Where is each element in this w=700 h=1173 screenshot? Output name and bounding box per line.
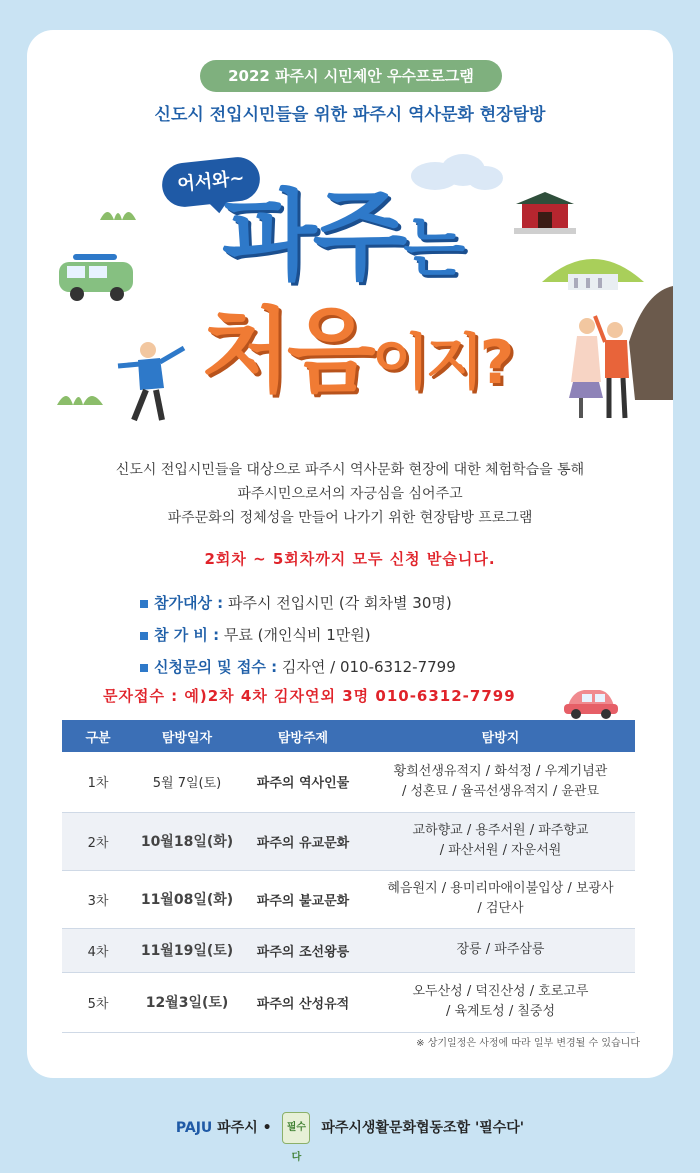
- welcome-bubble: 어서와~: [160, 155, 262, 209]
- bullet-icon: [140, 600, 148, 608]
- info-value: 파주시 전입시민 (각 회차별 30명): [227, 594, 452, 612]
- info-fee: [140, 624, 371, 645]
- header-topic: 탐방주제: [240, 720, 366, 752]
- table-row: [62, 870, 635, 928]
- topic-cell: 파주의 불교문화: [240, 870, 366, 928]
- topic-cell: 파주의 산성유적: [240, 972, 366, 1032]
- hero-title-line1: [222, 180, 462, 294]
- couple-illustration: [565, 312, 640, 422]
- cloud-illustration: [405, 152, 505, 192]
- places-line: 오두산성 / 덕진산성 / 호로고루: [412, 984, 589, 999]
- info-label: 신청문의 및 접수 :: [154, 658, 278, 676]
- van-illustration: [55, 252, 137, 304]
- bullet-icon: [140, 632, 148, 640]
- info-label: 참 가 비 :: [154, 626, 220, 644]
- date-cell: 5월 7일(토): [134, 752, 240, 812]
- city-name: 파주시: [217, 1120, 258, 1136]
- table-row: [62, 928, 635, 972]
- table-header-row: [62, 720, 635, 752]
- info-value: 김자연 / 010-6312-7799: [281, 658, 456, 676]
- places-line: 장릉 / 파주삼릉: [456, 942, 545, 957]
- places-line: / 검단사: [477, 901, 524, 916]
- description-line: 신도시 전입시민들을 대상으로 파주시 역사문화 현장에 대한 체험학습을 통해: [115, 462, 585, 478]
- hero-word-first: 처음: [202, 298, 372, 405]
- coop-logo: 필수다: [282, 1112, 310, 1144]
- topic-cell: 파주의 유교문화: [240, 812, 366, 870]
- gate-illustration: [512, 190, 578, 236]
- info-target: [140, 592, 452, 613]
- sms-application: 문자접수 : 예)2차 4차 김자연외 3명 010-6312-7799: [103, 687, 516, 705]
- info-value: 무료 (개인식비 1만원): [223, 626, 371, 644]
- topic-cell: 파주의 역사인물: [240, 752, 366, 812]
- topic-cell: 파주의 조선왕릉: [240, 928, 366, 972]
- places-line: 황희선생유적지 / 화석정 / 우계기념관: [393, 763, 608, 779]
- grass-icon: [98, 202, 138, 222]
- info-contact: [140, 656, 456, 677]
- places-line: / 파산서원 / 자운서원: [439, 843, 562, 858]
- places-cell: [366, 972, 635, 1032]
- program-description: [0, 458, 700, 530]
- date-cell: 10월18일(화): [134, 812, 240, 870]
- table-row: [62, 752, 635, 812]
- table-row: [62, 972, 635, 1032]
- car-icon: [562, 684, 620, 720]
- application-notice: 2회차 ~ 5회차까지 모두 신청 받습니다.: [204, 550, 496, 568]
- round-cell: 4차: [62, 928, 134, 972]
- round-cell: 5차: [62, 972, 134, 1032]
- header-date: 탐방일자: [134, 720, 240, 752]
- round-cell: 2차: [62, 812, 134, 870]
- coop-name: 파주시생활문화협동조합 '필수다': [321, 1120, 525, 1136]
- date-cell: 11월08일(화): [134, 870, 240, 928]
- places-cell: [366, 752, 635, 812]
- places-line: / 육계토성 / 칠중성: [445, 1004, 556, 1019]
- round-cell: 1차: [62, 752, 134, 812]
- page-subtitle: 신도시 전입시민들을 위한 파주시 역사문화 현장탐방: [154, 105, 546, 125]
- places-cell: [366, 928, 635, 972]
- program-badge: 2022 파주시 시민제안 우수프로그램: [200, 60, 502, 92]
- round-cell: 3차: [62, 870, 134, 928]
- date-cell: 12월3일(토): [134, 972, 240, 1032]
- table-row: [62, 812, 635, 870]
- grass-icon: [55, 385, 105, 407]
- hero-particle: 는: [403, 212, 462, 286]
- separator-dot: •: [262, 1120, 272, 1136]
- places-cell: [366, 812, 635, 870]
- places-line: 혜음원지 / 용미리마애이불입상 / 보광사: [387, 881, 614, 896]
- places-line: / 성혼묘 / 율곡선생유적지 / 윤관묘: [401, 783, 600, 799]
- traveler-illustration: [110, 336, 190, 426]
- hero-question: 이지?: [371, 328, 511, 398]
- places-cell: [366, 870, 635, 928]
- hero-title-line2: [202, 298, 511, 405]
- description-line: 파주문화의 정체성을 만들어 나가기 위한 현장탐방 프로그램: [167, 510, 533, 526]
- bullet-icon: [140, 664, 148, 672]
- footer-logos: [0, 1112, 700, 1163]
- info-label: 참가대상 :: [154, 594, 224, 612]
- description-line: 파주시민으로서의 자긍심을 심어주고: [237, 486, 463, 502]
- date-cell: 11월19일(토): [134, 928, 240, 972]
- schedule-footnote: ※ 상기일정은 사정에 따라 일부 변경될 수 있습니다: [416, 1038, 640, 1049]
- paju-logo: PAJU: [175, 1120, 213, 1136]
- schedule-table: [62, 720, 635, 1033]
- hero-word-paju: 파주: [222, 180, 404, 294]
- header-round: 구분: [62, 720, 134, 752]
- places-line: 교하향교 / 용주서원 / 파주향교: [412, 823, 589, 838]
- header-places: 탐방지: [366, 720, 635, 752]
